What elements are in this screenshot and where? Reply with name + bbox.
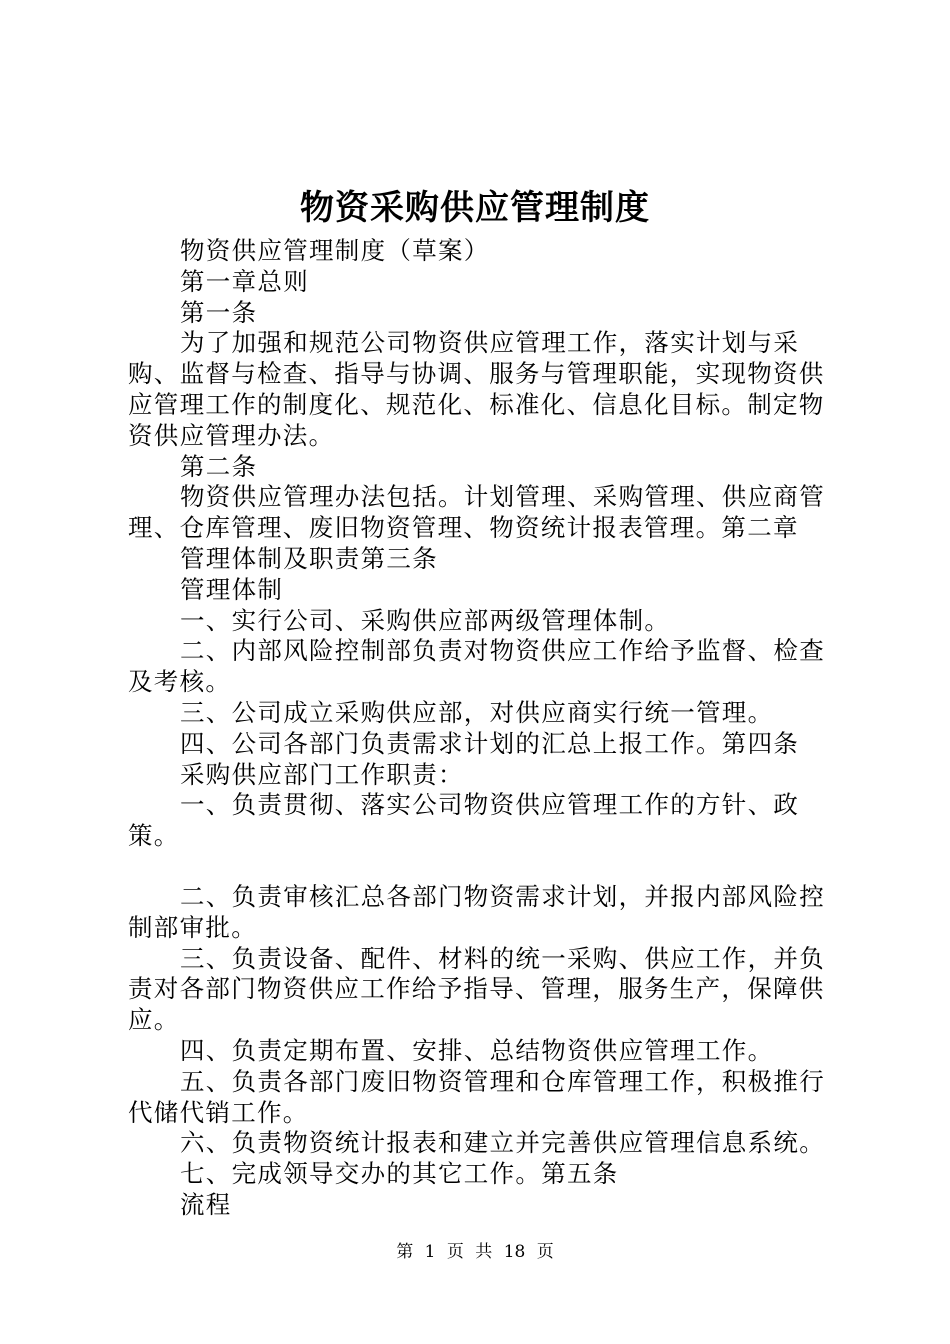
document-title: 物资采购供应管理制度 [300,188,650,228]
paragraph-article-2-body: 物资供应管理办法包括。计划管理、采购管理、供应商管理、仓库管理、废旧物资管理、物资统计报表管理。第二章 [128,482,825,543]
paragraph-draft-heading: 物资供应管理制度（草案） [180,236,490,265]
paragraph-item-4: 四、公司各部门负责需求计划的汇总上报工作。第四条 [180,728,800,758]
paragraph-duty-3: 三、负责设备、配件、材料的统一采购、供应工作，并负责对各部门物资供应工作给予指导、管理，服务生产，保障供应。 [128,943,825,1035]
paragraph-item-1: 一、实行公司、采购供应部两级管理体制。 [180,605,671,635]
page-footer: 第 1 页 共 18 页 [396,1242,554,1262]
paragraph-process: 流程 [180,1189,232,1219]
paragraph-duty-5: 五、负责各部门废旧物资管理和仓库管理工作，积极推行代储代销工作。 [128,1066,825,1127]
paragraph-chapter-2-title: 管理体制及职责第三条 [180,543,438,573]
paragraph-article-2-heading: 第二条 [180,451,258,481]
paragraph-article-1-body: 为了加强和规范公司物资供应管理工作，落实计划与采购、监督与检查、指导与协调、服务与管理职能，实现物资供应管理工作的制度化、规范化、标准化、信息化目标。制定物资供应管理办法。 [128,328,825,450]
paragraph-item-3: 三、公司成立采购供应部，对供应商实行统一管理。 [180,697,774,727]
document-body [128,236,838,1221]
paragraph-duty-2: 二、负责审核汇总各部门物资需求计划，并报内部风险控制部审批。 [128,881,825,942]
paragraph-duty-1: 一、负责贯彻、落实公司物资供应管理工作的方针、政策。 [128,790,800,851]
paragraph-item-2: 二、内部风险控制部负责对物资供应工作给予监督、检查及考核。 [128,636,825,697]
paragraph-article-1-heading: 第一条 [180,297,258,327]
paragraph-duty-4: 四、负责定期布置、安排、总结物资供应管理工作。 [180,1035,774,1065]
paragraph-duty-6: 六、负责物资统计报表和建立并完善供应管理信息系统。 [180,1128,825,1158]
paragraph-duties-heading: 采购供应部门工作职责： [180,759,464,789]
paragraph-management-system: 管理体制 [180,574,284,604]
paragraph-chapter-1: 第一章总则 [180,266,309,296]
paragraph-duty-7: 七、完成领导交办的其它工作。第五条 [180,1159,619,1189]
